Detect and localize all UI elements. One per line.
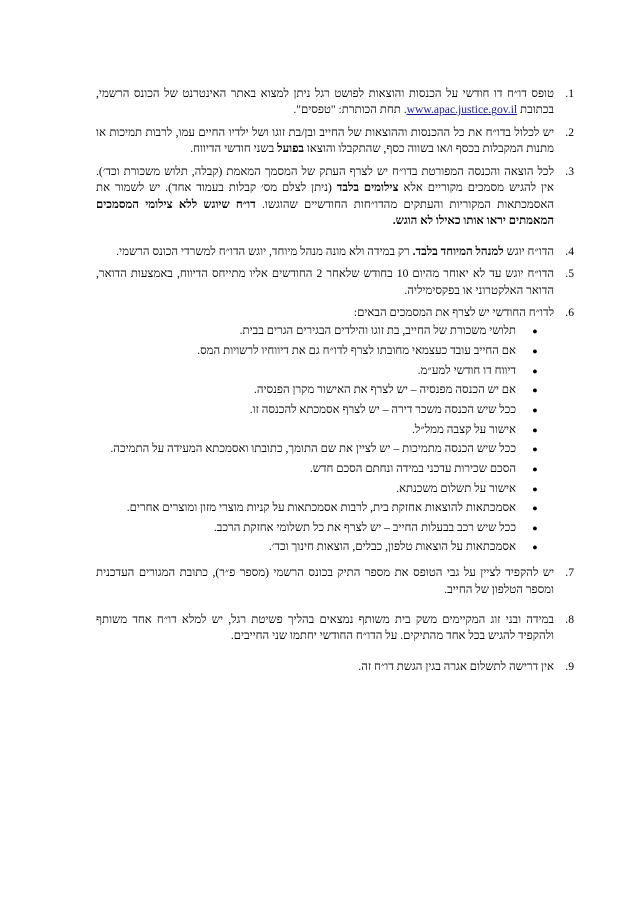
bullet-icon: ●	[532, 463, 538, 474]
instructions-document	[96, 86, 574, 681]
item-text: במידה ובני זוג המקיימים משק בית משותף נמצאים בהליך פשיטת רגל, יש למלא דו״ח אחד משותף ולהקפיד להגיש בכל אחד מהתיקים. על הדו״ח החודשי יחתמו שני החייבים.	[96, 613, 554, 643]
instruction-item-2	[96, 125, 574, 158]
instruction-item-9	[96, 659, 574, 675]
instruction-item-4	[96, 244, 574, 260]
bullet-icon: ●	[532, 424, 538, 435]
required-documents-list	[96, 323, 554, 556]
emphasis-text: בפועל	[277, 142, 304, 156]
instruction-item-7	[96, 565, 574, 598]
item-text-part: לכל הוצאה והכנסה המפורטת בדו״ח יש לצרף העתק של המסמך המאמת (קבלה, תלוש משכורת וכד׳). אין להגיש מסמכים מקוריים אלא	[96, 164, 554, 195]
item-text-part: . תחת הכותרת: "טפסים".	[293, 103, 407, 117]
item-text	[96, 86, 554, 119]
item-text-part: לדו״ח החודשי יש לצרף את המסמכים הבאים:	[353, 305, 554, 319]
list-item: ● הסכם שכירות עדכני במידה ונחתם הסכם חדש.	[96, 461, 554, 478]
bullet-icon: ●	[532, 346, 538, 357]
list-item: ● אישור על קצבה ממל״ל.	[96, 422, 554, 439]
item-number: 1.	[565, 87, 574, 100]
list-item: ● ככל שיש הכנסה משכר דירה – יש לצרף אסמכתא להכנסה זו.	[96, 402, 554, 419]
bullet-icon: ●	[532, 405, 538, 415]
item-text: הדו״ח יוגש עד לא יאוחר מהיום 10 בחודש שלאחר 2 החודשים אליו מתייחס הדיווח, באמצעות הדואר, הדואר האלקטרוני או בפקסימיליה.	[96, 267, 554, 297]
list-item: ● אסמכתאות להוצאות אחזקת בית, לרבות אסמכתאות על קניות מוצרי מזון ומוצרים אחרים.	[96, 500, 554, 517]
website-link[interactable]: www.apac.justice.gov.il	[406, 103, 518, 117]
item-text	[96, 244, 554, 260]
bullet-icon: ●	[532, 365, 538, 376]
list-item: ● אם יש הכנסה מפנסיה – יש לצרף את האישור מקרן הפנסיה.	[96, 382, 554, 399]
item-number: 8.	[565, 613, 574, 627]
item-number: 4.	[565, 244, 574, 258]
item-text-part: בשני חודשי הדיווח.	[190, 142, 275, 156]
bullet-icon: ●	[532, 522, 538, 533]
item-text	[96, 164, 554, 230]
bullet-icon: ●	[532, 542, 538, 553]
warning-text: דו״ח שיוגש ללא צילומי המסמכים המאמתים יראו אותו כאילו לא הוגש.	[96, 197, 554, 228]
bullet-icon: ●	[532, 483, 538, 494]
item-text-part: הדו״ח יוגש	[506, 244, 554, 258]
emphasis-text: למנהל המיוחד בלבד.	[412, 244, 504, 258]
bullet-icon: ●	[532, 385, 538, 396]
bullet-icon: ●	[532, 326, 538, 337]
item-text-part: (ניתן לצלם מס׳ קבלות בעמוד אחד). יש לשמור את האסמכתאות המקוריות והעתקים מהדו״חות החודשיים שהוגשו.	[96, 181, 554, 211]
instruction-item-5	[96, 266, 574, 299]
item-number: 7.	[565, 566, 574, 580]
item-number: 2.	[565, 125, 574, 139]
item-text-part: יש לכלול בדו״ח את כל ההכנסות וההוצאות של החייב ובן/בת זוגו ושל ילדיו החיים עמו, לרבות תמיכות או מתנות המקבלות בכסף ו/או בשווה כסף, שהתקבלו והוצאו	[96, 125, 554, 156]
item-text: אין דרישה לתשלום אגרה בגין הגשת דו״ח זה.	[358, 659, 554, 673]
list-item: ● אישור על תשלום משכנתא.	[96, 481, 554, 498]
list-item: ● ככל שיש הכנסה מתמיכות – יש לציין את שם התומך, כתובתו ואסמכתא המעידה על התמיכה.	[96, 441, 554, 458]
item-number: 3.	[565, 164, 574, 178]
item-text: יש להקפיד לציין על גבי הטופס את מספר התיק בכונס הרשמי (מספר פ״ר), כתובת המגורים העדכנית ומספר הטלפון של החייב.	[96, 566, 554, 596]
instruction-item-6	[96, 305, 574, 559]
instruction-item-3	[96, 164, 574, 230]
list-item: ● ככל שיש רכב בבעלות החייב – יש לצרף את כל תשלומי אחזקת הרכב.	[96, 520, 554, 537]
list-item: ● אם החייב עובד כעצמאי מחובתו לצרף לדו״ח גם את דיווחיו לרשויות המס.	[96, 343, 554, 360]
bullet-icon: ●	[532, 503, 538, 514]
item-number: 9.	[565, 659, 574, 673]
list-item: ● תלושי משכורת של החייב, בת זוגו והילדים הבגירים הגרים בבית.	[96, 323, 554, 340]
item-text-part: רק במידה ולא מונה מנהל מיוחד, יוגש הדו״ח למשרדי הכונס הרשמי.	[116, 244, 410, 258]
item-number: 5.	[565, 267, 574, 281]
list-item: ● דיווח דו חודשי למע״מ.	[96, 363, 554, 380]
item-text	[96, 305, 554, 559]
instruction-item-1	[96, 86, 574, 119]
instruction-item-8	[96, 612, 574, 645]
item-text	[96, 125, 554, 158]
item-number: 6.	[565, 305, 574, 319]
item-text-part: טופס דו״ח דו חודשי על הכנסות והוצאות לפושט רגל ניתן למצוא באתר האינטרנט של הכונס הרשמי, בכתובת	[96, 87, 554, 117]
emphasis-text: צילומים בלבד	[336, 181, 399, 195]
list-item: ● אסמכתאות על הוצאות טלפון, כבלים, הוצאות חינוך וכד׳.	[96, 539, 554, 556]
bullet-icon: ●	[532, 444, 538, 455]
